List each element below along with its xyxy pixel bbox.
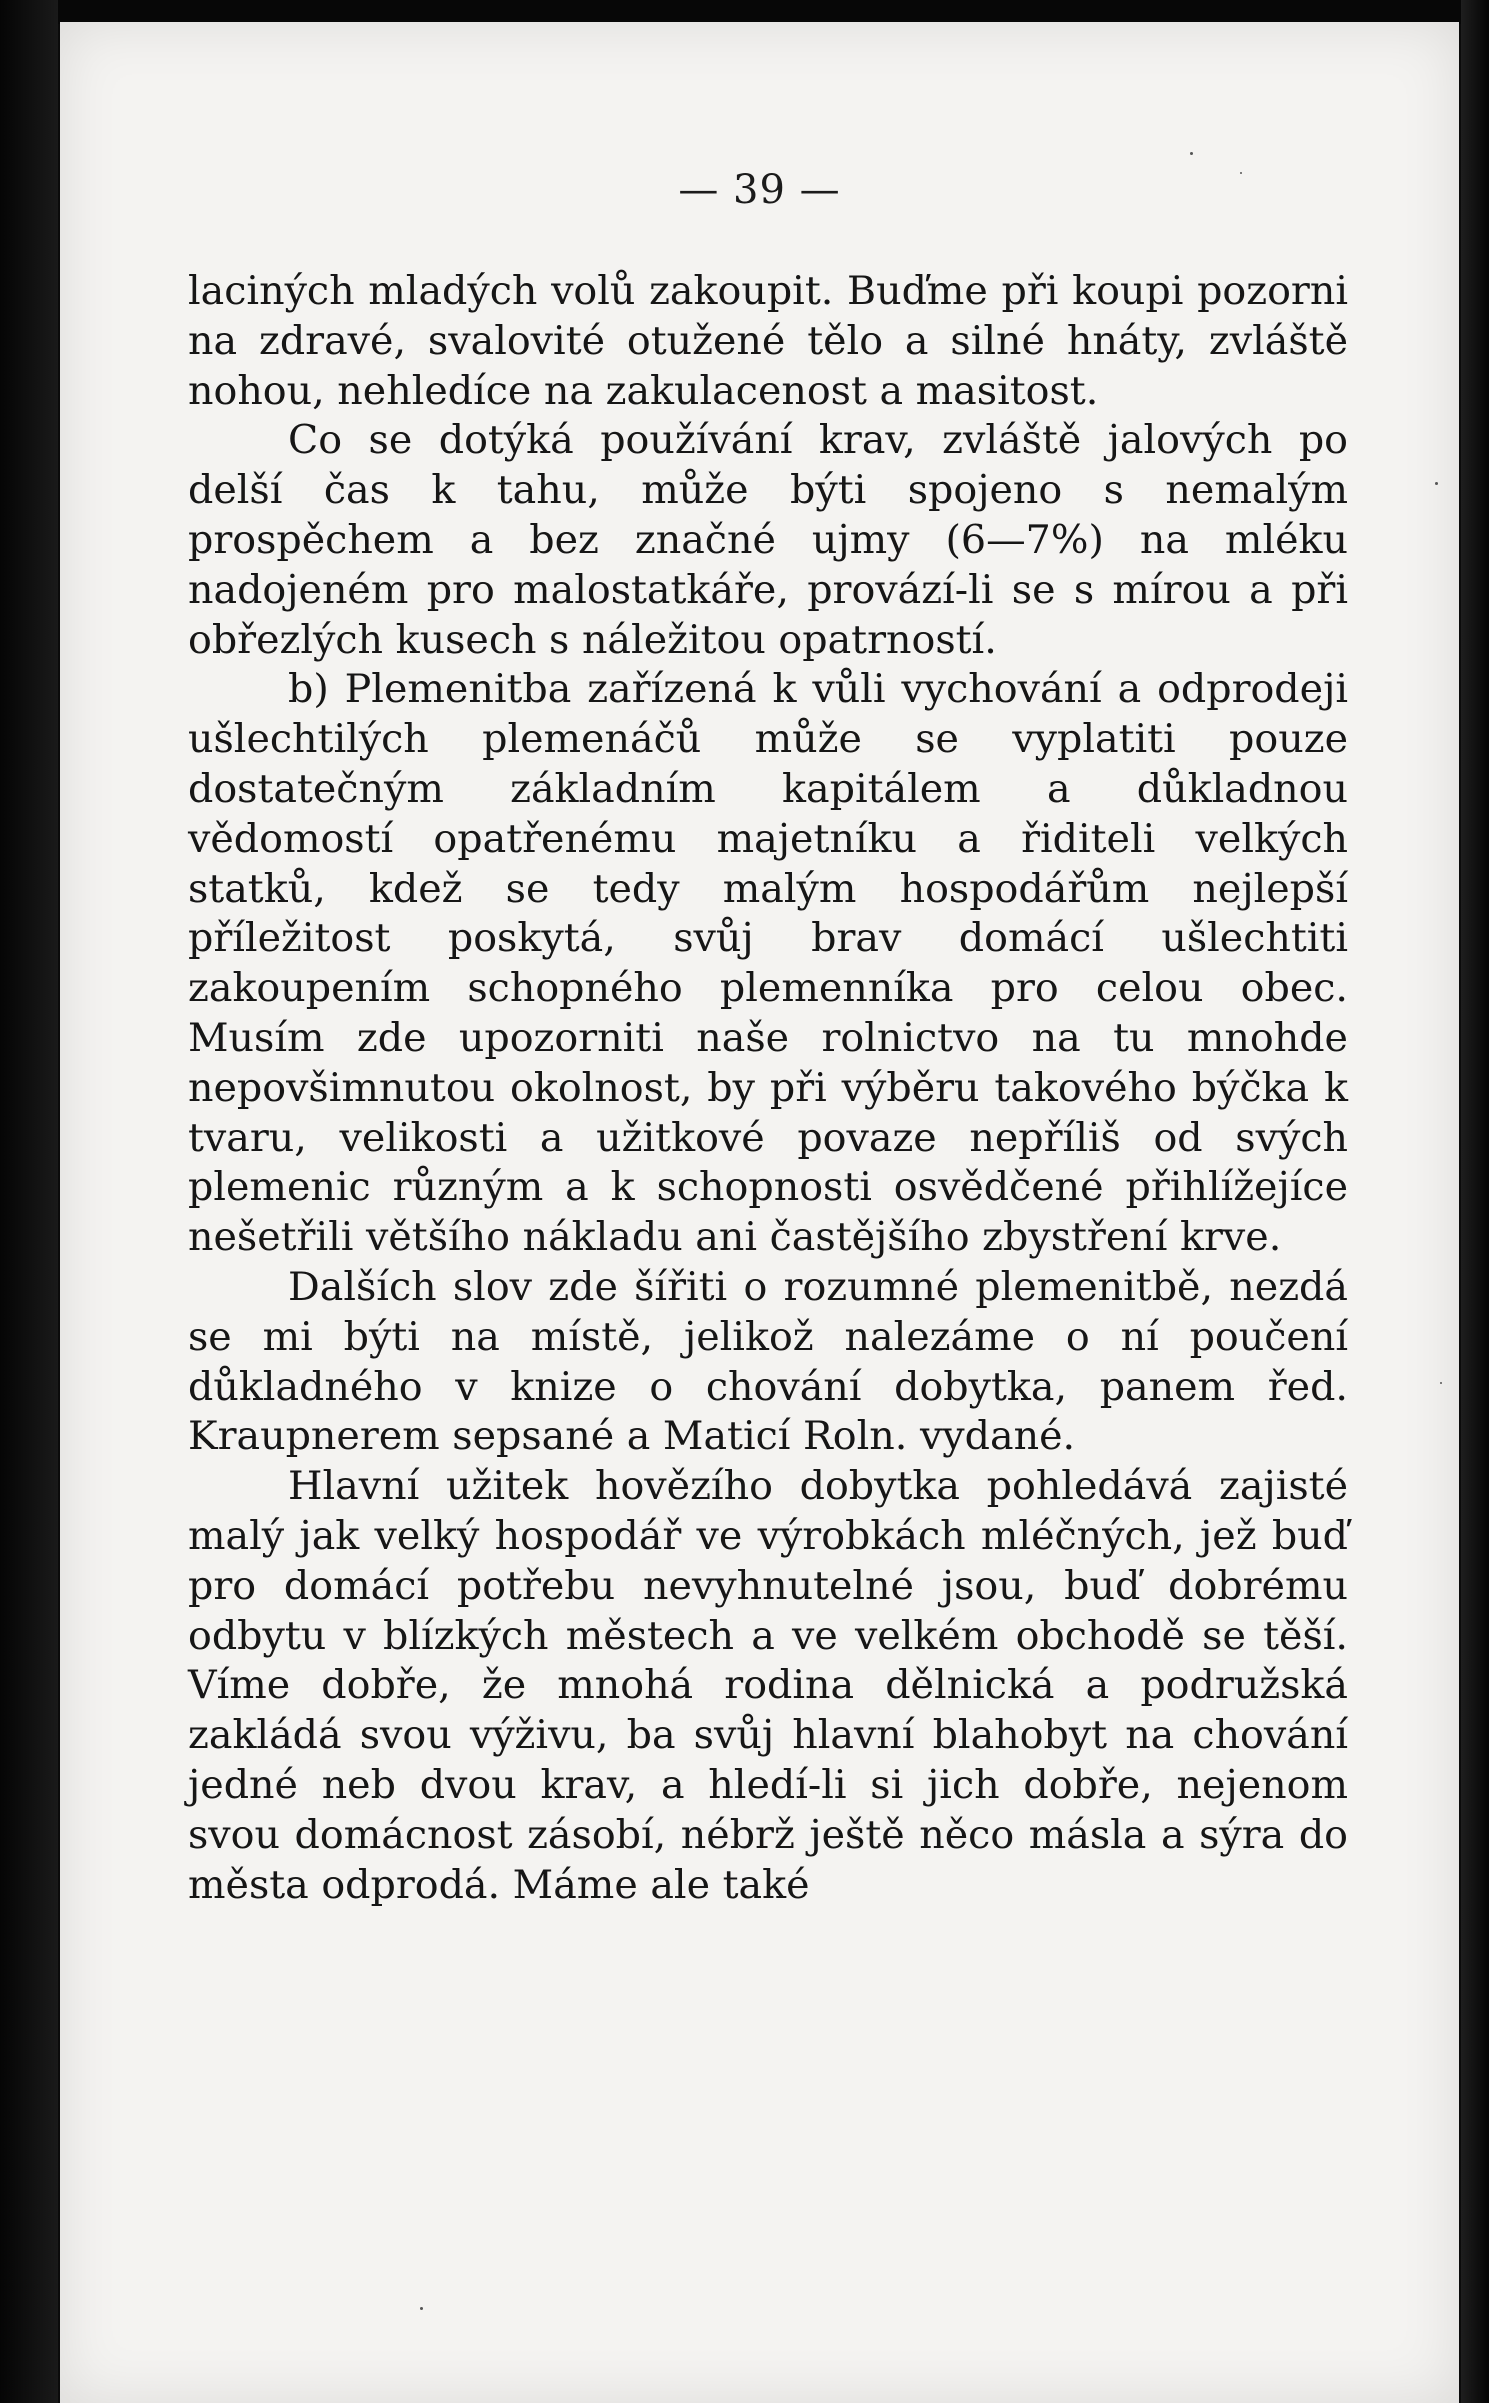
book-page	[60, 22, 1459, 2403]
page-number: — 39 —	[678, 167, 841, 213]
paragraph-2: Co se dotýká používání krav, zvláště jalových po delší čas k tahu, může býti spojeno s nemalým prospěchem a bez značné ujmy (6—7%) na mléku nadojeném pro malostatkáře, provází-li se s mírou a při obřezlých kusech s náležitou opatrností.	[188, 417, 1348, 663]
scan-speck	[1240, 172, 1242, 174]
scan-speck	[1190, 152, 1193, 155]
scan-border-right	[1461, 0, 1489, 2403]
scan-speck	[1435, 482, 1438, 485]
paragraph-1: laciných mladých volů zakoupit. Buďme při koupi pozorni na zdravé, svalovité otužené tělo a silné hnáty, zvláště nohou, nehledíce na zakulacenost a masitost.	[188, 268, 1348, 414]
paragraph-5: Hlavní užitek hovězího dobytka pohledává zajisté malý jak velký hospodář ve výrobkách mléčných, jež buď pro domácí potřebu nevyhnutelné jsou, buď dobrému odbytu v blízkých městech a ve velkém obchodě se těší. Víme dobře, že mnohá rodina dělnická a podružská zakládá svou výživu, ba svůj hlavní blahobyt na chování jedné neb dvou krav, a hledí-li si jich dobře, nejenom svou domácnost zásobí, nébrž ještě něco másla a sýra do města odprodá. Máme ale také	[188, 1463, 1348, 1908]
scan-border-left	[0, 0, 58, 2403]
body-text	[188, 267, 1348, 1910]
scan-speck	[420, 2307, 423, 2310]
scan-speck	[1440, 1382, 1442, 1384]
paragraph-3: b) Plemenitba zařízená k vůli vychování a odprodeji ušlechtilých plemenáčů může se vyplatiti pouze dostatečným základním kapitálem a důkladnou vědomostí opatřenému majetníku a řiditeli velkých statků, kdež se tedy malým hospodářům nejlepší příležitost poskytá, svůj brav domácí ušlechtiti zakoupením schopného plemenníka pro celou obec. Musím zde upozorniti naše rolnictvo na tu mnohde nepovšimnutou okolnost, by při výběru takového býčka k tvaru, velikosti a užitkové povaze nepříliš od svých plemenic různým a k schopnosti osvědčené přihlížejíce nešetřili většího nákladu ani častějšího zbystření krve.	[188, 666, 1348, 1261]
paragraph-4: Dalších slov zde šířiti o rozumné plemenitbě, nezdá se mi býti na místě, jelikož nalezáme o ní poučení důkladného v knize o chování dobytka, panem řed. Kraupnerem sepsané a Maticí Roln. vydané.	[188, 1263, 1348, 1460]
scan-border-top	[0, 0, 1489, 24]
